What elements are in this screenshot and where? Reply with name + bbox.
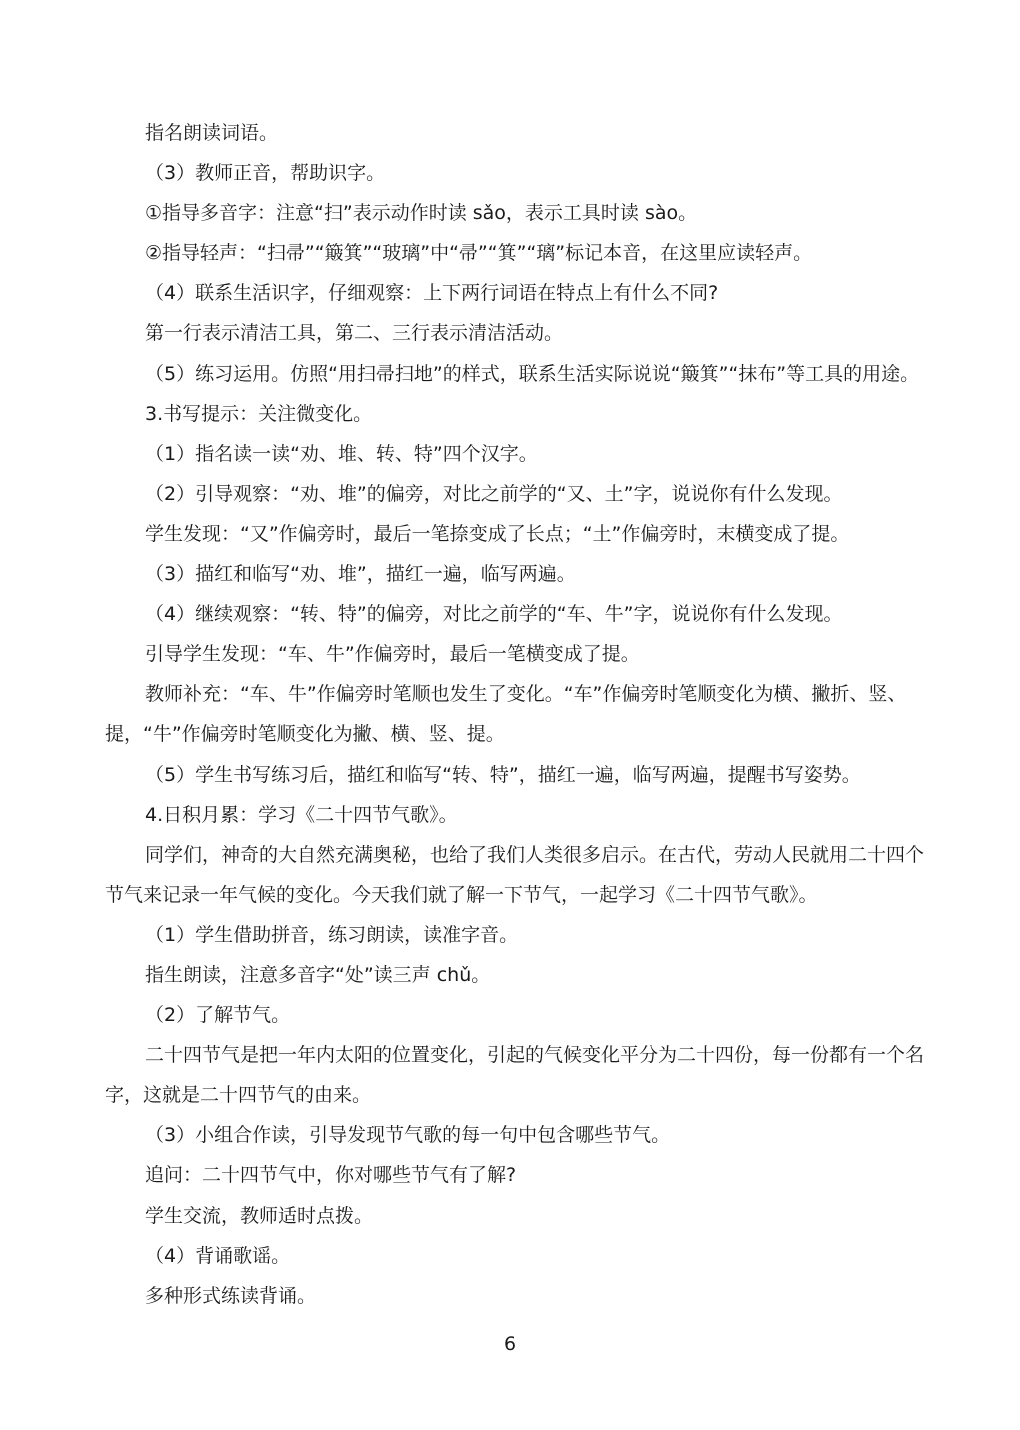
paragraph: 引导学生发现：“车、牛”作偏旁时，最后一笔横变成了提。 — [145, 643, 640, 666]
paragraph: （1）指名读一读“劝、堆、转、特”四个汉字。 — [145, 442, 538, 465]
paragraph: 学生发现：“又”作偏旁时，最后一笔捺变成了长点；“土”作偏旁时，末横变成了提。 — [145, 522, 850, 545]
paragraph: （1）学生借助拼音，练习朗读，读准字音。 — [145, 923, 519, 946]
paragraph: 同学们，神奇的大自然充满奥秘，也给了我们人类很多启示。在古代，劳动人民就用二十四个节气来记录一年气候的变化。今天我们就了解一下节气，一起学习《二十四节气歌》。 — [105, 843, 925, 906]
paragraph: （4）联系生活识字，仔细观察：上下两行词语在特点上有什么不同? — [145, 282, 719, 305]
paragraph: （5）练习运用。仿照“用扫帚扫地”的样式，联系生活实际说说“簸箕”“抹布”等工具的用途。 — [145, 362, 920, 385]
paragraph: 指生朗读，注意多音字“处”读三声 chǔ。 — [145, 963, 491, 986]
paragraph: 第一行表示清洁工具，第二、三行表示清洁活动。 — [145, 322, 564, 345]
paragraph: （4）继续观察：“转、特”的偏旁，对比之前学的“车、牛”字，说说你有什么发现。 — [145, 603, 843, 626]
paragraph: ②指导轻声：“扫帚”“簸箕”“玻璃”中“帚”“箕”“璃”标记本音，在这里应读轻声。 — [145, 242, 813, 265]
paragraph: 二十四节气是把一年内太阳的位置变化，引起的气候变化平分为二十四份，每一份都有一个名字，这就是二十四节气的由来。 — [105, 1044, 925, 1107]
paragraph: 指名朗读词语。 — [145, 122, 279, 144]
section-heading: 4.日积月累：学习《二十四节气歌》。 — [145, 803, 458, 826]
paragraph: （3）小组合作读，引导发现节气歌的每一句中包含哪些节气。 — [145, 1124, 671, 1147]
paragraph: （3）教师正音，帮助识字。 — [145, 162, 386, 185]
paragraph: 多种形式练读背诵。 — [145, 1284, 317, 1307]
paragraph: 追问：二十四节气中，你对哪些节气有了解? — [145, 1164, 517, 1187]
page-number: 6 — [503, 1333, 517, 1355]
paragraph: （3）描红和临写“劝、堆”，描红一遍，临写两遍。 — [145, 563, 576, 586]
section-heading: 3.书写提示：关注微变化。 — [145, 402, 373, 425]
paragraph: （2）引导观察：“劝、堆”的偏旁，对比之前学的“又、土”字，说说你有什么发现。 — [145, 482, 843, 505]
paragraph: 教师补充：“车、牛”作偏旁时笔顺也发生了变化。“车”作偏旁时笔顺变化为横、撇折、竖、提，“牛”作偏旁时笔顺变化为撇、横、竖、提。 — [105, 683, 907, 746]
paragraph: （5）学生书写练习后，描红和临写“转、特”，描红一遍，临写两遍，提醒书写姿势。 — [145, 763, 861, 786]
paragraph: ①指导多音字：注意“扫”表示动作时读 sǎo，表示工具时读 sào。 — [145, 202, 698, 225]
paragraph: （4）背诵歌谣。 — [145, 1244, 291, 1267]
paragraph: 学生交流，教师适时点拨。 — [145, 1204, 374, 1227]
paragraph: （2）了解节气。 — [145, 1004, 291, 1027]
document-body — [105, 113, 935, 1316]
